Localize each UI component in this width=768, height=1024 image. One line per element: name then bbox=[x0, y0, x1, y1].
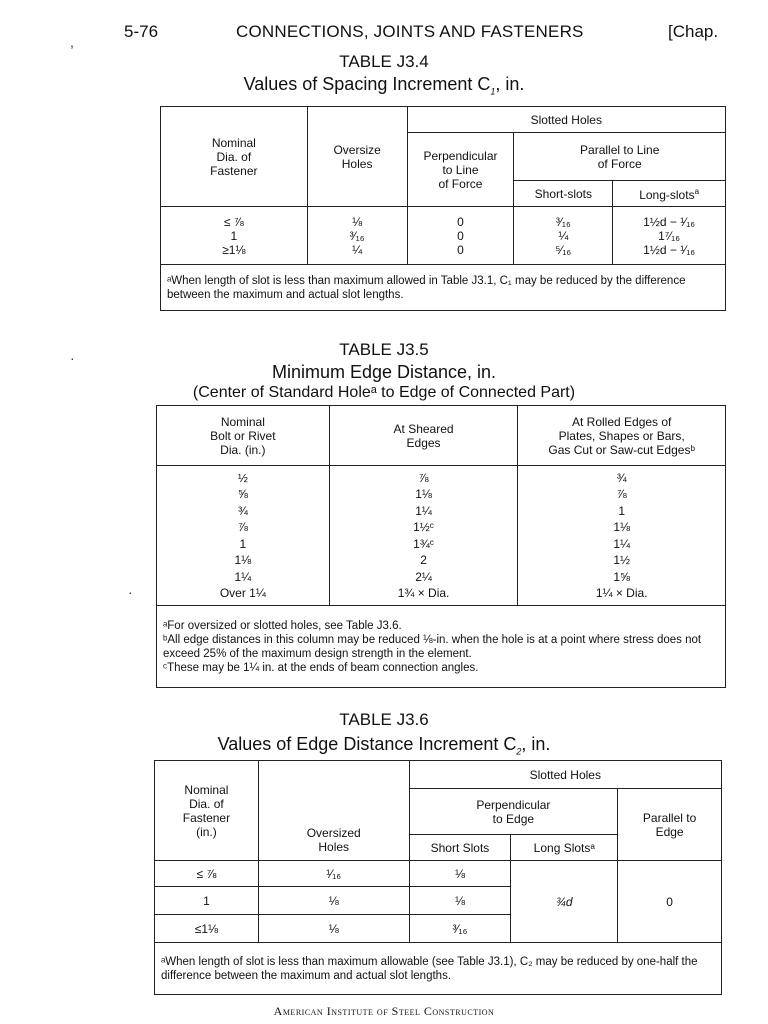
j36-header-oversized: Oversized Holes bbox=[258, 761, 409, 861]
chapter-title: CONNECTIONS, JOINTS AND FASTENERS bbox=[236, 22, 584, 41]
j35-header-rolled: At Rolled Edges of Plates, Shapes or Bars, Gas Cut or Saw-cut Edgesᵇ bbox=[518, 406, 726, 466]
j36-header-slotted: Slotted Holes bbox=[409, 761, 721, 789]
j34-header-parallel: Parallel to Line of Force bbox=[514, 133, 726, 181]
j35-col-rolled: ¾ ⅞ 1 1⅛ 1¼ 1½ 1⅝ 1¼ × Dia. bbox=[518, 466, 726, 606]
j36-row-oversized: ⅛ bbox=[258, 915, 409, 943]
table-j36 bbox=[154, 760, 722, 995]
table-j34-label: TABLE J3.4 bbox=[339, 52, 429, 71]
table-j36-title: Values of Edge Distance Increment $C_2$, in. bbox=[217, 734, 551, 757]
j35-header-nominal: Nominal Bolt or Rivet Dia. (in.) bbox=[157, 406, 330, 466]
j36-row-nominal: ≤ ⅞ bbox=[155, 861, 259, 887]
j36-row-short: ⅛ bbox=[409, 861, 511, 887]
j34-footnote: ᵃWhen length of slot is less than maximum allowed in Table J3.1, C₁ may be reduced by the difference between the maximum and actual slot lengths. bbox=[161, 265, 726, 311]
margin-mark: · bbox=[128, 584, 133, 600]
j35-col-sheared: ⅞ 1⅛ 1¼ 1½ᶜ 1¾ᶜ 2 2¼ 1¾ × Dia. bbox=[329, 466, 518, 606]
j34-col-oversize: ⅛ ³⁄₁₆ ¼ bbox=[307, 207, 407, 265]
j36-header-nominal: Nominal Dia. of Fastener (in.) bbox=[155, 761, 259, 861]
j35-footnote-a: ᵃFor oversized or slotted holes, see Table J3.6. bbox=[163, 619, 402, 632]
table-j34 bbox=[160, 106, 726, 311]
j34-header-long: Long-slots$^a$ bbox=[613, 181, 726, 207]
table-j36-label: TABLE J3.6 bbox=[339, 710, 429, 729]
j36-parallel-value: 0 bbox=[618, 861, 722, 943]
j34-col-nominal: ≤ ⅞ 1 ≥1⅛ bbox=[161, 207, 308, 265]
j36-long-value: ¾d bbox=[511, 861, 618, 943]
table-j35-label: TABLE J3.5 bbox=[339, 340, 429, 359]
j36-row-short: ³⁄₁₆ bbox=[409, 915, 511, 943]
j36-row-nominal: ≤1⅛ bbox=[155, 915, 259, 943]
j35-header-sheared: At Sheared Edges bbox=[329, 406, 518, 466]
j34-col-short: ³⁄₁₆ ¼ ⁵⁄₁₆ bbox=[514, 207, 613, 265]
j36-row-oversized: ⅛ bbox=[258, 887, 409, 915]
j35-footnote-b: ᵇAll edge distances in this column may be reduced ⅛-in. when the hole is at a point where stress does not exceed 25% of the maximum design strength in the element. bbox=[163, 633, 702, 660]
page-number: 5-76 bbox=[124, 22, 159, 41]
j34-col-long: 1½d − ¹⁄₁₆ 1⁷⁄₁₆ 1½d − ¹⁄₁₆ bbox=[613, 207, 726, 265]
j35-footnote-c: ᶜThese may be 1¼ in. at the ends of beam connection angles. bbox=[163, 661, 479, 674]
j34-header-slotted: Slotted Holes bbox=[407, 107, 725, 133]
table-j34-title: Values of Spacing Increment $C_1$, in. bbox=[243, 74, 525, 97]
j36-header-long: Long Slotsᵃ bbox=[511, 835, 618, 861]
table-j35 bbox=[156, 405, 726, 688]
margin-mark: · bbox=[70, 350, 75, 366]
j34-header-nominal: Nominal Dia. of Fastener bbox=[161, 107, 308, 207]
j34-header-short: Short-slots bbox=[514, 181, 613, 207]
j36-row-oversized: ¹⁄₁₆ bbox=[258, 861, 409, 887]
j34-header-perp: Perpendicular to Line of Force bbox=[407, 133, 514, 207]
j36-row-short: ⅛ bbox=[409, 887, 511, 915]
chapter-label: [Chap. bbox=[668, 22, 719, 41]
publisher-footer: American Institute of Steel Construction bbox=[273, 1004, 495, 1018]
j36-header-short: Short Slots bbox=[409, 835, 511, 861]
j35-col-nominal: ½ ⅝ ¾ ⅞ 1 1⅛ 1¼ Over 1¼ bbox=[157, 466, 330, 606]
table-j35-subtitle: (Center of Standard Holeᵃ to Edge of Connected Part) bbox=[192, 384, 576, 401]
j34-header-oversize: Oversize Holes bbox=[307, 107, 407, 207]
table-j35-title: Minimum Edge Distance, in. bbox=[271, 362, 497, 382]
j36-row-nominal: 1 bbox=[155, 887, 259, 915]
j36-header-perp: Perpendicular to Edge bbox=[409, 789, 618, 835]
j36-footnote: ᵃWhen length of slot is less than maximum allowable (see Table J3.1), C₂ may be reduced by one-half the difference between the maximum and actual slot lengths. bbox=[155, 943, 722, 995]
j36-header-parallel: Parallel to Edge bbox=[618, 789, 722, 861]
margin-mark: , bbox=[70, 34, 74, 50]
j35-footnotes bbox=[157, 606, 726, 688]
j34-col-perp: 0 0 0 bbox=[407, 207, 514, 265]
